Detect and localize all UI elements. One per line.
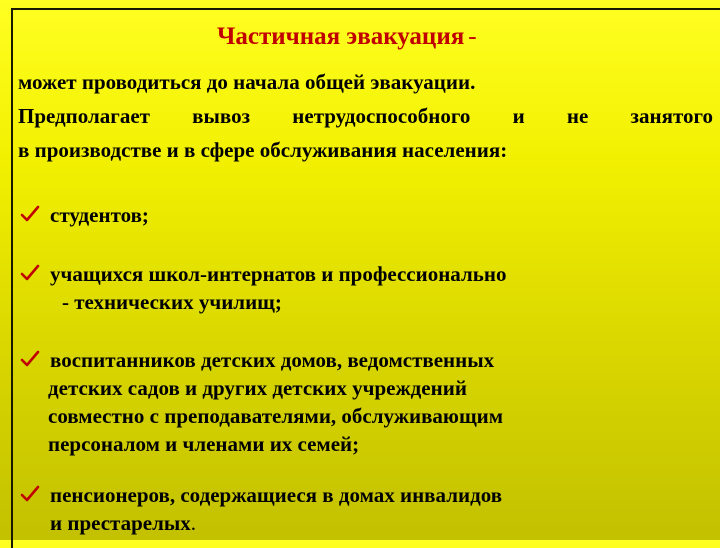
checkmark-icon [20, 204, 40, 224]
intro-line-1: может проводиться до начала общей эвакуации. [18, 70, 476, 94]
list-item-line: - технических училищ; [62, 290, 282, 314]
list-item-pensioners [20, 481, 502, 537]
list-item-line: воспитанников детских домов, ведомственных [50, 348, 495, 372]
list-item-line: совместно с преподавателями, обслуживающим [48, 404, 504, 428]
list-item-line: учащихся школ-интернатов и профессионально [50, 262, 507, 286]
list-item-orphanages [20, 346, 503, 458]
list-item-boarding-schools [20, 260, 506, 316]
checkmark-icon [20, 484, 40, 504]
intro-line-2: Предполагает вывоз нетрудоспособного и не занятого [18, 104, 713, 128]
checkmark-icon [20, 263, 40, 283]
list-item-line: детских садов и других детских учреждений [48, 376, 467, 400]
list-item-period: . [190, 511, 197, 535]
checkmark-icon [20, 349, 40, 369]
list-item-line-text: и престарелых [50, 511, 191, 535]
intro-line-3: в производстве и в сфере обслуживания населения: [18, 138, 508, 162]
list-item-line-last [20, 509, 502, 537]
list-item-line: пенсионеров, содержащиеся в домах инвалидов [50, 483, 503, 507]
title-text: Частичная эвакуация [217, 23, 465, 50]
slide-title [217, 23, 477, 51]
intro-paragraph [18, 65, 713, 167]
list-item-line: персоналом и членами их семей; [48, 432, 360, 456]
list-item-students [20, 201, 149, 229]
title-dash: - [468, 23, 477, 50]
list-item-line: студентов; [50, 203, 149, 227]
